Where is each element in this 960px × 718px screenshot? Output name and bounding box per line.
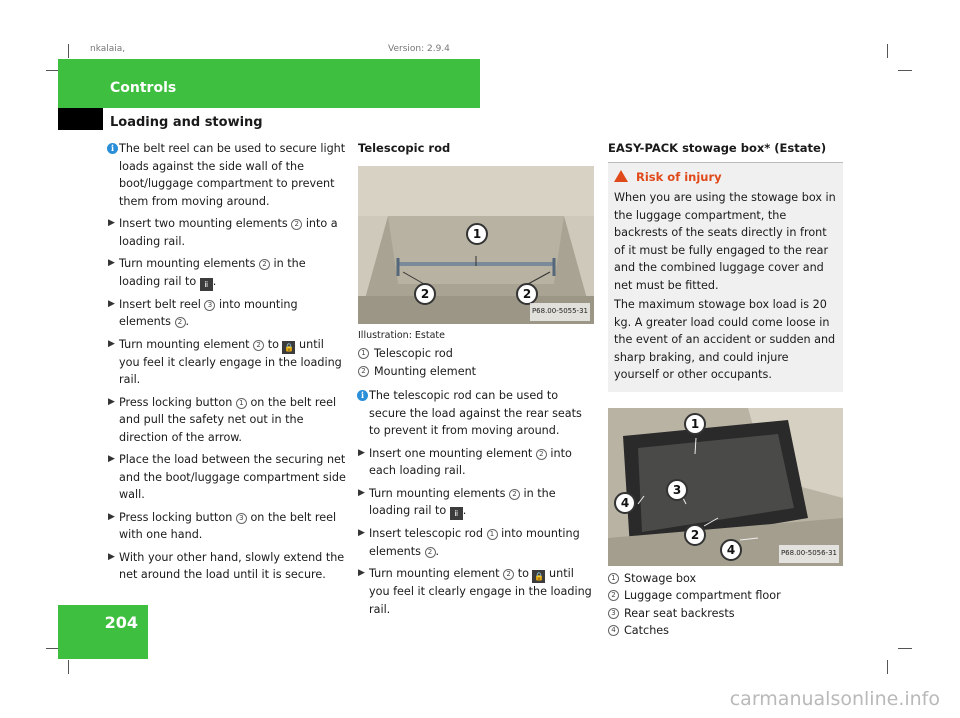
legend-number: 4	[608, 625, 619, 636]
legend-item	[608, 587, 843, 605]
legend-label: Mounting element	[374, 364, 477, 378]
crop-mark	[68, 44, 69, 58]
legend-label: Telescopic rod	[374, 347, 453, 360]
step-text: into mounting elements	[119, 297, 298, 328]
step-text: Press locking button	[119, 395, 236, 409]
legend	[358, 345, 594, 380]
legend-label: Luggage compartment floor	[624, 589, 781, 602]
step-text: into mounting elements	[369, 527, 580, 558]
item-number: 2	[509, 489, 520, 500]
callout-2: 2	[414, 283, 436, 305]
illustration-caption: Illustration: Estate	[358, 329, 445, 341]
callout-2: 2	[684, 524, 706, 546]
legend-item	[358, 345, 594, 363]
legend-number: 2	[608, 590, 619, 601]
step-arrow-icon: ▶	[358, 447, 365, 458]
step-text: .	[462, 504, 467, 517]
step-arrow-icon: ▶	[108, 298, 115, 309]
legend-number: 1	[358, 348, 369, 359]
step-text: .	[435, 544, 440, 558]
section-header	[103, 59, 480, 108]
stowage-box-photo	[608, 408, 843, 566]
image-reference: P68.00-5056-31	[779, 545, 839, 563]
lock-symbol-icon: ⅱ	[200, 278, 213, 291]
step-text: .	[185, 315, 190, 328]
step-arrow-icon: ▶	[108, 258, 115, 268]
step-text: .	[212, 274, 217, 288]
item-number: 1	[236, 398, 247, 409]
item-number: 2	[175, 317, 186, 328]
column-telescopic-rod	[358, 140, 594, 623]
crop-mark	[68, 660, 69, 674]
step-text: until you feel it clearly engage in the loading rail.	[119, 337, 342, 386]
instruction-step	[108, 549, 346, 584]
telescopic-rod-photo	[358, 166, 594, 324]
crop-mark	[887, 44, 888, 58]
instruction-step	[108, 336, 346, 389]
header-black-tab	[58, 108, 103, 130]
warning-icon	[614, 170, 628, 182]
step-arrow-icon: ▶	[108, 338, 115, 349]
section-title: Controls	[110, 80, 177, 96]
info-note: i The belt reel can be used to secure light loads against the side wall of the boot/luggage compartment to prevent them from moving around.	[108, 140, 346, 210]
instruction-step	[108, 255, 346, 291]
lock-symbol-icon: ⅱ	[450, 507, 463, 520]
legend-number: 1	[608, 573, 619, 584]
instruction-step	[108, 394, 346, 447]
watermark: carmanualsonline.info	[729, 688, 940, 710]
legend-item	[358, 363, 594, 381]
info-note: i The telescopic rod can be used to secure the load against the rear seats to prevent it from moving around.	[358, 387, 594, 440]
legend-label: Catches	[624, 624, 670, 637]
instruction-step	[108, 296, 346, 331]
step-text: Place the load between the securing net and the boot/luggage compartment side wall.	[119, 453, 346, 501]
step-text: With your other hand, slowly extend the net around the load until it is secure.	[119, 550, 345, 581]
step-text: Turn mounting elements	[369, 486, 509, 500]
instruction-step	[358, 565, 594, 618]
heading-telescopic-rod: Telescopic rod	[358, 141, 451, 155]
header-meta-left: nkalaia,	[90, 44, 126, 54]
legend-number: 2	[358, 366, 369, 377]
legend-label: Stowage box	[624, 571, 697, 585]
step-text: Turn mounting elements	[119, 257, 259, 270]
page-number: 204	[104, 613, 138, 632]
callout-2: 2	[516, 283, 538, 305]
column-belt-reel	[108, 140, 346, 589]
legend-item	[608, 605, 843, 623]
step-text: on the belt reel with one hand.	[119, 510, 337, 541]
callout-4: 4	[720, 539, 742, 561]
instruction-step	[108, 509, 346, 544]
image-reference: P68.00-5055-31	[530, 303, 590, 321]
warning-title: Risk of injury	[636, 169, 722, 184]
step-text: in the loading rail to	[369, 486, 556, 517]
step-text: into a loading rail.	[119, 217, 338, 248]
step-arrow-icon: ▶	[358, 528, 365, 538]
callout-4: 4	[614, 492, 636, 514]
step-text: on the belt reel and pull the safety net out in the direction of the arrow.	[119, 395, 337, 444]
step-arrow-icon: ▶	[108, 511, 115, 522]
page-number-box	[58, 605, 148, 659]
header-green-tab	[58, 59, 103, 108]
step-arrow-icon: ▶	[108, 396, 115, 407]
heading-stowage-box: EASY-PACK stowage box* (Estate)	[608, 140, 843, 163]
warning-box	[608, 163, 843, 392]
header-meta-right: Version: 2.9.4	[388, 44, 450, 54]
column-stowage-box	[608, 140, 843, 640]
step-text: Turn mounting element	[119, 337, 254, 351]
item-number: 2	[253, 340, 264, 351]
step-text: Insert telescopic rod	[369, 527, 487, 540]
step-arrow-icon: ▶	[108, 218, 115, 228]
step-text: into each loading rail.	[369, 446, 572, 477]
step-arrow-icon: ▶	[358, 568, 365, 578]
item-number: 1	[487, 529, 498, 540]
item-number: 2	[503, 569, 514, 580]
step-text: Insert one mounting element	[369, 446, 536, 460]
callout-1: 1	[466, 223, 488, 245]
step-arrow-icon: ▶	[108, 551, 115, 562]
lock-symbol-icon: 🔒	[534, 572, 544, 581]
step-text: Insert two mounting elements	[119, 217, 292, 230]
legend-item	[608, 622, 843, 640]
subsection-title: Loading and stowing	[110, 115, 263, 130]
instruction-step	[108, 215, 346, 250]
instruction-step	[358, 485, 594, 521]
item-number: 3	[236, 513, 247, 524]
step-text: Press locking button	[119, 510, 236, 524]
legend-item	[608, 570, 843, 588]
item-number: 2	[259, 259, 270, 270]
instruction-step	[358, 445, 594, 480]
step-text: Turn mounting element	[369, 567, 504, 580]
crop-mark	[898, 648, 912, 649]
step-text: to	[514, 567, 533, 580]
legend-number: 3	[608, 608, 619, 619]
step-arrow-icon: ▶	[108, 454, 115, 464]
item-number: 2	[536, 449, 547, 460]
step-arrow-icon: ▶	[358, 487, 365, 498]
telescopic-rod-illustration	[358, 166, 594, 324]
warning-text: When you are using the stowage box in the luggage compartment, the backrests of the seats directly in front of it must be fully engaged to the rear and the combined luggage cover and net must be fitted.	[614, 191, 836, 292]
callout-1: 1	[684, 413, 706, 435]
item-number: 2	[291, 219, 302, 230]
item-number: 2	[425, 547, 436, 558]
info-icon: i	[107, 143, 118, 154]
crop-mark	[898, 70, 912, 71]
item-number: 3	[204, 300, 215, 311]
instruction-step	[108, 451, 346, 504]
step-text: in the loading rail to	[119, 257, 306, 288]
step-text: until you feel it clearly engage in the loading rail.	[369, 567, 592, 616]
warning-text: The maximum stowage box load is 20 kg. A greater load could come loose in the event of an accident or sudden and sharp braking, and could injure yourself or other occupants.	[614, 298, 836, 381]
callout-3: 3	[666, 479, 688, 501]
step-text: Insert belt reel	[119, 297, 205, 311]
instruction-step	[358, 525, 594, 560]
legend	[608, 570, 843, 640]
lock-symbol-icon: 🔒	[284, 342, 294, 352]
legend-label: Rear seat backrests	[624, 606, 735, 620]
info-icon: i	[357, 390, 368, 401]
step-text: to	[264, 337, 283, 351]
crop-mark	[887, 660, 888, 674]
